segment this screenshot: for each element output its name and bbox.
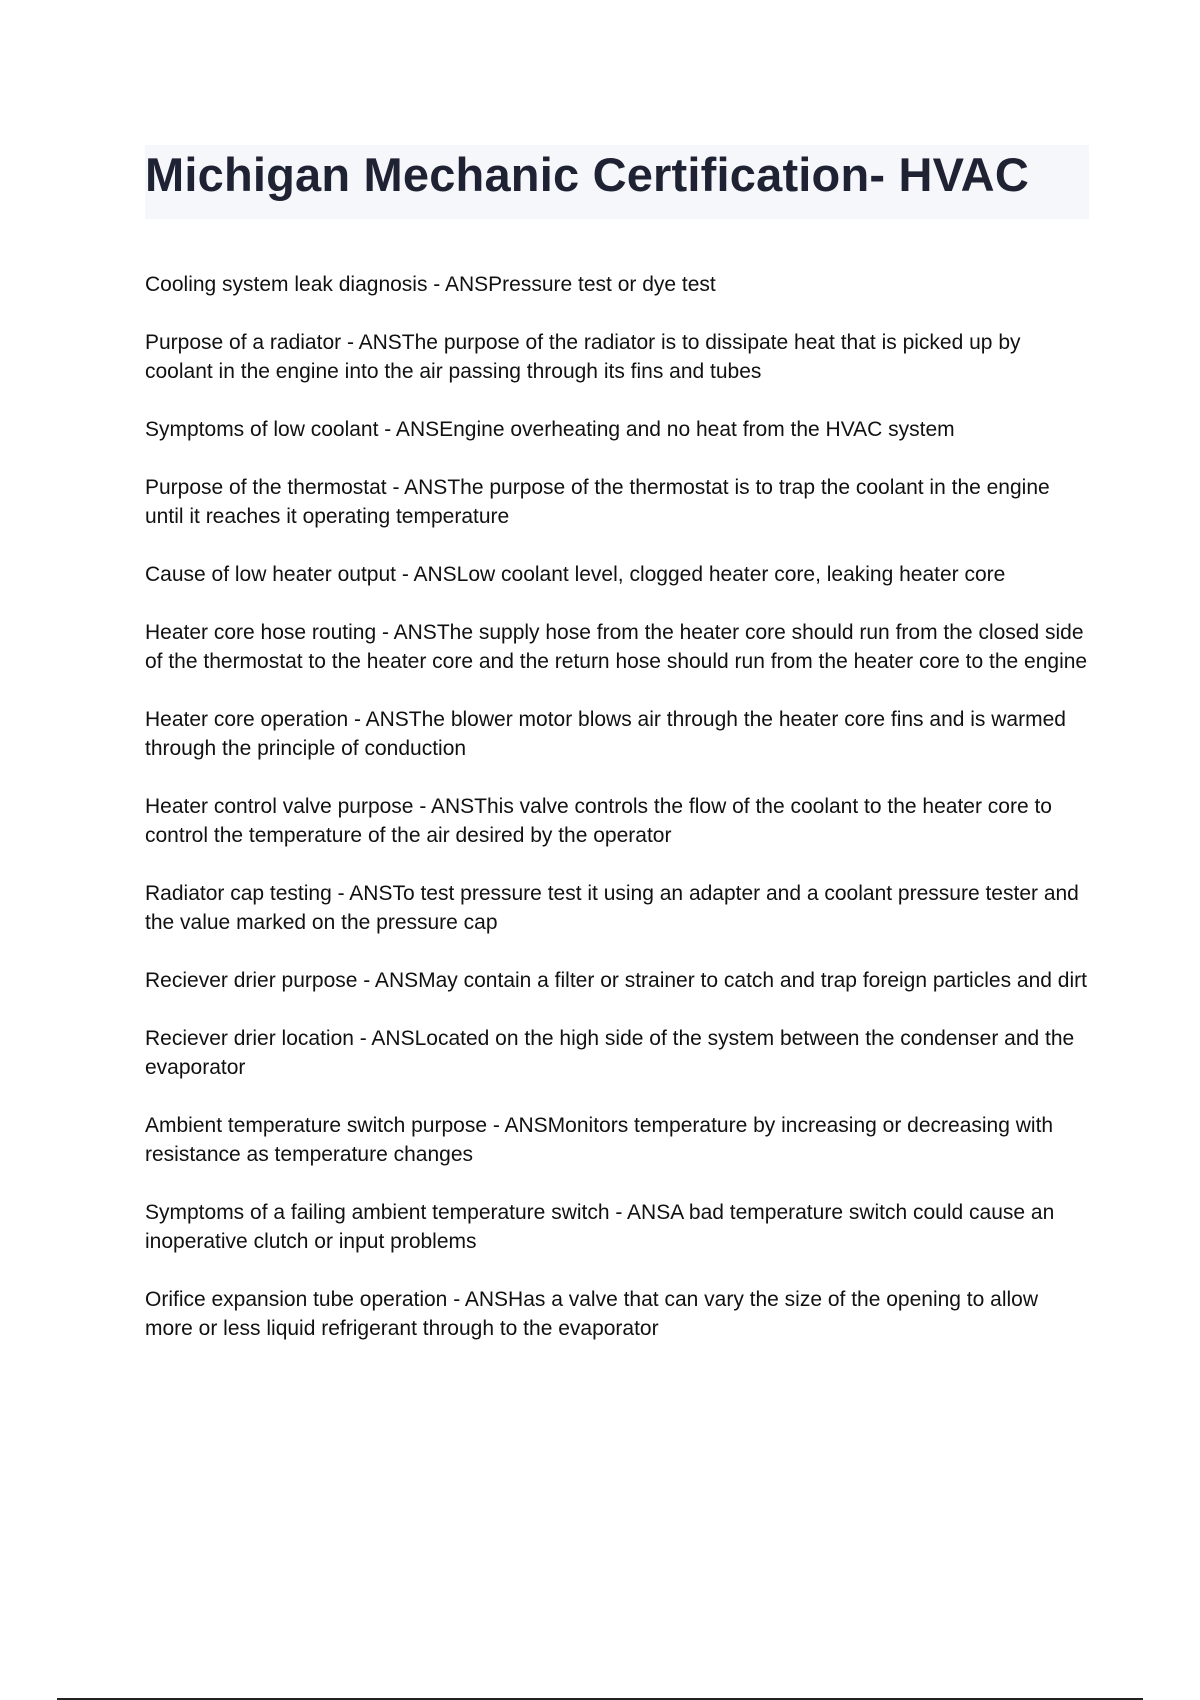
page-title: Michigan Mechanic Certification- HVAC (145, 148, 1029, 201)
qa-item-cooling-leak-diagnosis: Cooling system leak diagnosis - ANSPressure test or dye test (145, 273, 716, 296)
qa-item-low-coolant-symptoms: Symptoms of low coolant - ANSEngine overheating and no heat from the HVAC system (145, 418, 955, 441)
qa-item-heater-control-valve: Heater control valve purpose - ANSThis valve controls the flow of the coolant to the heater core to control the temperature of the air desired by the operator (145, 795, 1052, 847)
qa-item-ambient-switch-symptoms: Symptoms of a failing ambient temperature switch - ANSA bad temperature switch could cause an inoperative clutch or input problems (145, 1201, 1055, 1253)
qa-item-heater-core-operation: Heater core operation - ANSThe blower motor blows air through the heater core fins and is warmed through the principle of conduction (145, 708, 1066, 760)
qa-list (145, 270, 1090, 1372)
qa-item-orifice-tube-operation: Orifice expansion tube operation - ANSHas a valve that can vary the size of the opening to allow more or less liquid refrigerant through to the evaporator (145, 1288, 1039, 1340)
qa-item-radiator-cap-testing: Radiator cap testing - ANSTo test pressure test it using an adapter and a coolant pressure tester and the value marked on the pressure cap (145, 882, 1079, 934)
qa-item-thermostat-purpose: Purpose of the thermostat - ANSThe purpose of the thermostat is to trap the coolant in the engine until it reaches it operating temperature (145, 476, 1050, 528)
qa-item-receiver-drier-location: Reciever drier location - ANSLocated on the high side of the system between the condenser and the evaporator (145, 1027, 1075, 1079)
qa-item-receiver-drier-purpose: Reciever drier purpose - ANSMay contain a filter or strainer to catch and trap foreign particles and dirt (145, 969, 1087, 992)
qa-item-ambient-switch-purpose: Ambient temperature switch purpose - ANSMonitors temperature by increasing or decreasing with resistance as temperature changes (145, 1114, 1054, 1166)
qa-item-heater-hose-routing: Heater core hose routing - ANSThe supply hose from the heater core should run from the closed side of the thermostat to the heater core and the return hose should run from the heater core to the engine (145, 621, 1088, 673)
qa-item-radiator-purpose: Purpose of a radiator - ANSThe purpose of the radiator is to dissipate heat that is picked up by coolant in the engine into the air passing through its fins and tubes (145, 331, 1021, 383)
qa-item-low-heater-output: Cause of low heater output - ANSLow coolant level, clogged heater core, leaking heater core (145, 563, 1006, 586)
